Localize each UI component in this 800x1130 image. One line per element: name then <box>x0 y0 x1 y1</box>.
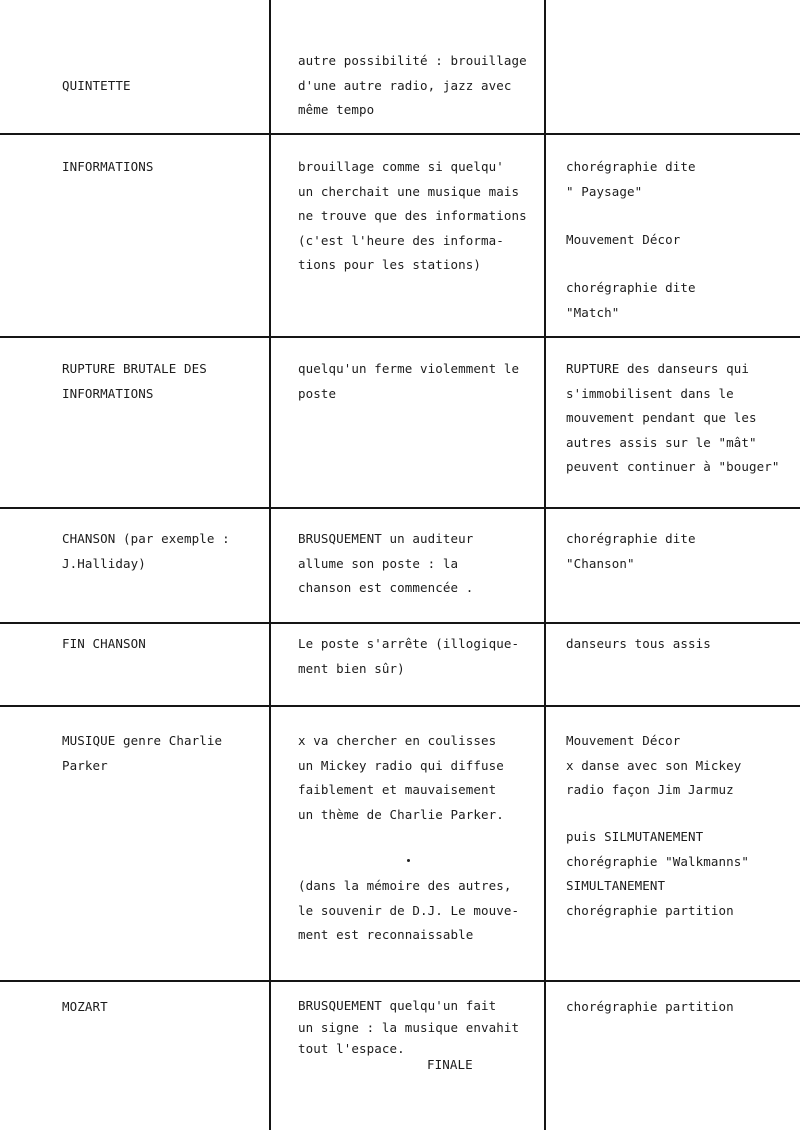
column-divider-left <box>269 0 271 1130</box>
row-label: RUPTURE BRUTALE DES INFORMATIONS <box>62 361 207 401</box>
row-label: FIN CHANSON <box>62 636 146 651</box>
row-divider <box>0 507 800 509</box>
row-label: INFORMATIONS <box>62 159 154 174</box>
row-divider <box>0 133 800 135</box>
row-choreography: danseurs tous assis <box>566 636 711 651</box>
row-action: Le poste s'arrête (illogique- ment bien sûr) <box>298 636 520 676</box>
row-choreography: chorégraphie dite "Chanson" <box>566 531 696 571</box>
row-divider <box>0 336 800 338</box>
row-action: x va chercher en coulisses un Mickey radio qui diffuse faiblement et mauvaisement un thème de Charlie Parker. <box>298 733 504 822</box>
row-label: QUINTETTE <box>62 78 131 93</box>
row-action: BRUSQUEMENT quelqu'un fait un signe : la musique envahit tout l'espace. <box>298 998 520 1056</box>
row-choreography: Mouvement Décor <box>566 232 681 247</box>
row-label: MUSIQUE genre Charlie Parker <box>62 733 223 773</box>
row-choreography: chorégraphie partition <box>566 999 734 1014</box>
row-action: brouillage comme si quelqu' un cherchait une musique mais ne trouve que des informations (c'est l'heure des informa- tions pour les stations) <box>298 159 527 272</box>
row-choreography: chorégraphie dite "Match" <box>566 280 696 320</box>
row-divider <box>0 705 800 707</box>
stray-dot <box>407 859 410 862</box>
row-action: (dans la mémoire des autres, le souvenir de D.J. Le mouve- ment est reconnaissable <box>298 878 520 942</box>
row-label: MOZART <box>62 999 108 1014</box>
row-divider <box>0 622 800 624</box>
finale-label: FINALE <box>427 1057 473 1072</box>
row-choreography: RUPTURE des danseurs qui s'immobilisent dans le mouvement pendant que les autres assis sur le "mât" peuvent continuer à "bouger" <box>566 361 780 474</box>
row-label: CHANSON (par exemple : J.Halliday) <box>62 531 230 571</box>
row-action: autre possibilité : brouillage d'une autre radio, jazz avec même tempo <box>298 53 527 117</box>
row-action: quelqu'un ferme violemment le poste <box>298 361 520 401</box>
column-divider-right <box>544 0 546 1130</box>
row-choreography: puis SILMUTANEMENT chorégraphie "Walkmanns" SIMULTANEMENT chorégraphie partition <box>566 829 750 918</box>
row-choreography: chorégraphie dite " Paysage" <box>566 159 696 199</box>
row-divider <box>0 980 800 982</box>
row-choreography: Mouvement Décor x danse avec son Mickey radio façon Jim Jarmuz <box>566 733 742 797</box>
row-action: BRUSQUEMENT un auditeur allume son poste : la chanson est commencée . <box>298 531 474 595</box>
